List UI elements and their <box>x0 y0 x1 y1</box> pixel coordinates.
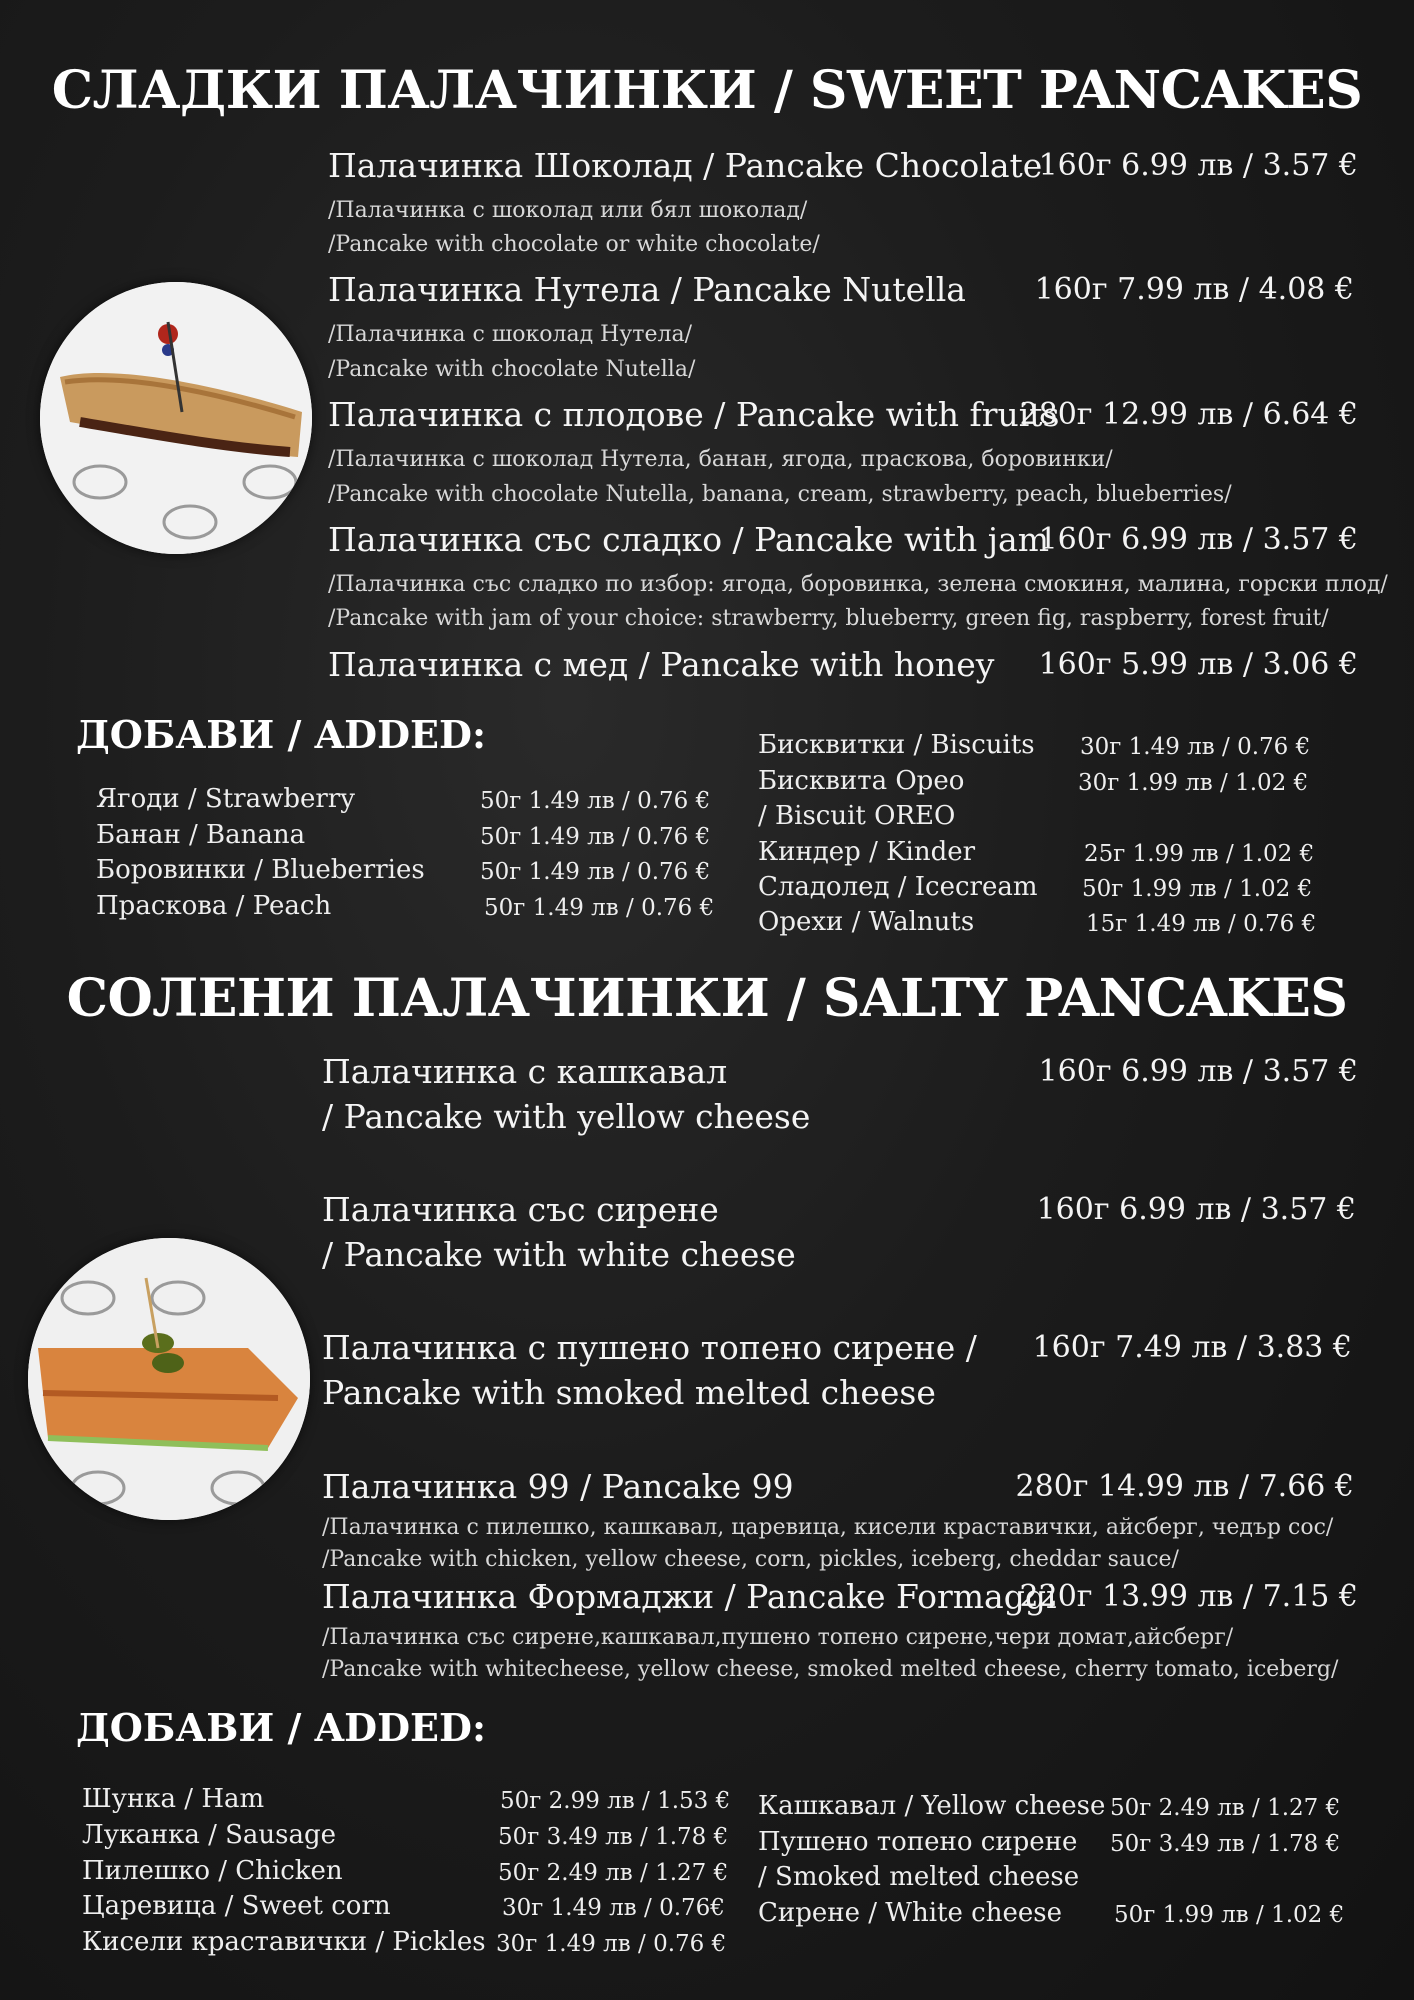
addon-price: 30г 1.49 лв / 0.76€ <box>502 1895 725 1921</box>
addon-name: Киндер / Kinder <box>758 837 976 867</box>
addon-name: Сирене / White cheese <box>758 1898 1062 1928</box>
item-description: /Pancake with chocolate Nutella, banana, cream, strawberry, peach, blueberries/ <box>328 482 1232 507</box>
item-price: 160г 5.99 лв / 3.06 € <box>1038 647 1358 682</box>
addon-price: 50г 1.99 лв / 1.02 € <box>1082 876 1313 902</box>
addon-price: 15г 1.49 лв / 0.76 € <box>1086 911 1317 937</box>
item-price: 280г 12.99 лв / 6.64 € <box>1019 397 1358 432</box>
item-name: / Pancake with yellow cheese <box>322 1097 811 1136</box>
item-price: 280г 14.99 лв / 7.66 € <box>1015 1469 1354 1504</box>
addon-price: 30г 1.49 лв / 0.76 € <box>1080 734 1311 760</box>
addon-price: 50г 2.99 лв / 1.53 € <box>500 1788 731 1814</box>
addon-price: 25г 1.99 лв / 1.02 € <box>1084 841 1315 867</box>
addon-price: 50г 1.49 лв / 0.76 € <box>484 895 715 921</box>
addon-name: Шунка / Ham <box>82 1784 265 1814</box>
addon-name: Орехи / Walnuts <box>758 907 975 937</box>
item-price: 160г 6.99 лв / 3.57 € <box>1038 148 1358 183</box>
addon-name: / Biscuit OREO <box>758 801 956 831</box>
sweet-added-title: ДОБАВИ / ADDED: <box>76 712 487 757</box>
item-name: Палачинка с плодове / Pancake with fruits <box>328 395 1060 434</box>
item-price: 160г 7.49 лв / 3.83 € <box>1032 1330 1352 1365</box>
addon-price: 50г 2.49 лв / 1.27 € <box>498 1860 729 1886</box>
addon-price: 50г 2.49 лв / 1.27 € <box>1110 1795 1341 1821</box>
item-description: /Pancake with chocolate or white chocolate/ <box>328 232 820 257</box>
addon-name: Бисквитки / Biscuits <box>758 730 1035 760</box>
item-description: /Палачинка със сладко по избор: ягода, боровинка, зелена смокиня, малина, горски плод/ <box>328 572 1388 597</box>
addon-price: 50г 3.49 лв / 1.78 € <box>498 1824 729 1850</box>
item-description: /Палачинка с шоколад Нутела, банан, ягода, праскова, боровинки/ <box>328 447 1113 472</box>
item-price: 160г 6.99 лв / 3.57 € <box>1038 1054 1358 1089</box>
addon-price: 50г 1.49 лв / 0.76 € <box>480 859 711 885</box>
addon-name: Царевица / Sweet corn <box>82 1891 391 1921</box>
item-description: /Pancake with whitecheese, yellow cheese, smoked melted cheese, cherry tomato, iceberg/ <box>322 1657 1339 1682</box>
addon-name: Праскова / Peach <box>96 891 332 921</box>
item-name: Палачинка със сладко / Pancake with jam <box>328 520 1049 559</box>
addon-name: Кашкавал / Yellow cheese <box>758 1791 1106 1821</box>
addon-price: 50г 3.49 лв / 1.78 € <box>1110 1831 1341 1857</box>
addon-name: Бисквита Орео <box>758 766 965 796</box>
sweet-section-title: СЛАДКИ ПАЛАЧИНКИ / SWEET PANCAKES <box>51 60 1363 121</box>
addon-price: 50г 1.49 лв / 0.76 € <box>480 824 711 850</box>
item-name: Палачинка Формаджи / Pancake Formaggi <box>322 1577 1057 1616</box>
item-name: Палачинка с кашкавал <box>322 1052 728 1091</box>
addon-name: Банан / Banana <box>96 820 306 850</box>
item-description: /Палачинка с пилешко, кашкавал, царевица, кисели краставички, айсберг, чедър сос/ <box>322 1515 1334 1540</box>
item-name: / Pancake with white cheese <box>322 1235 796 1274</box>
sweet-pancake-photo <box>40 282 312 554</box>
item-name: Палачинка с мед / Pancake with honey <box>328 645 995 684</box>
addon-name: / Smoked melted cheese <box>758 1862 1080 1892</box>
salty-added-title: ДОБАВИ / ADDED: <box>76 1705 487 1750</box>
item-price: 220г 13.99 лв / 7.15 € <box>1019 1579 1358 1614</box>
item-name: Палачинка 99 / Pancake 99 <box>322 1467 794 1506</box>
item-name: Pancake with smoked melted cheese <box>322 1373 936 1412</box>
item-description: /Pancake with jam of your choice: strawberry, blueberry, green fig, raspberry, forest fruit/ <box>328 606 1329 631</box>
addon-name: Кисели краставички / Pickles <box>82 1927 486 1957</box>
item-name: Палачинка със сирене <box>322 1190 719 1229</box>
addon-price: 50г 1.99 лв / 1.02 € <box>1114 1902 1345 1928</box>
addon-name: Сладолед / Icecream <box>758 872 1038 902</box>
addon-price: 30г 1.49 лв / 0.76 € <box>496 1931 727 1957</box>
addon-price: 50г 1.49 лв / 0.76 € <box>480 788 711 814</box>
addon-name: Пушено топено сирене <box>758 1827 1078 1857</box>
addon-name: Боровинки / Blueberries <box>96 855 425 885</box>
item-description: /Pancake with chicken, yellow cheese, corn, pickles, iceberg, cheddar sauce/ <box>322 1547 1179 1572</box>
addon-name: Луканка / Sausage <box>82 1820 337 1850</box>
salty-pancake-photo <box>28 1238 310 1520</box>
item-description: /Pancake with chocolate Nutella/ <box>328 357 696 382</box>
item-name: Палачинка Нутела / Pancake Nutella <box>328 270 966 309</box>
item-description: /Палачинка със сирене,кашкавал,пушено топено сирене,чери домат,айсберг/ <box>322 1625 1234 1650</box>
addon-price: 30г 1.99 лв / 1.02 € <box>1078 770 1309 796</box>
item-price: 160г 6.99 лв / 3.57 € <box>1036 1192 1356 1227</box>
item-name: Палачинка Шоколад / Pancake Chocolate <box>328 146 1043 185</box>
addon-name: Пилешко / Chicken <box>82 1856 343 1886</box>
item-name: Палачинка с пушено топено сирене / <box>322 1328 977 1367</box>
item-description: /Палачинка с шоколад Нутела/ <box>328 322 692 347</box>
salty-section-title: СОЛЕНИ ПАЛАЧИНКИ / SALTY PANCAKES <box>66 968 1348 1029</box>
item-description: /Палачинка с шоколад или бял шоколад/ <box>328 198 808 223</box>
item-price: 160г 7.99 лв / 4.08 € <box>1034 272 1354 307</box>
item-price: 160г 6.99 лв / 3.57 € <box>1038 522 1358 557</box>
addon-name: Ягоди / Strawberry <box>96 784 355 814</box>
